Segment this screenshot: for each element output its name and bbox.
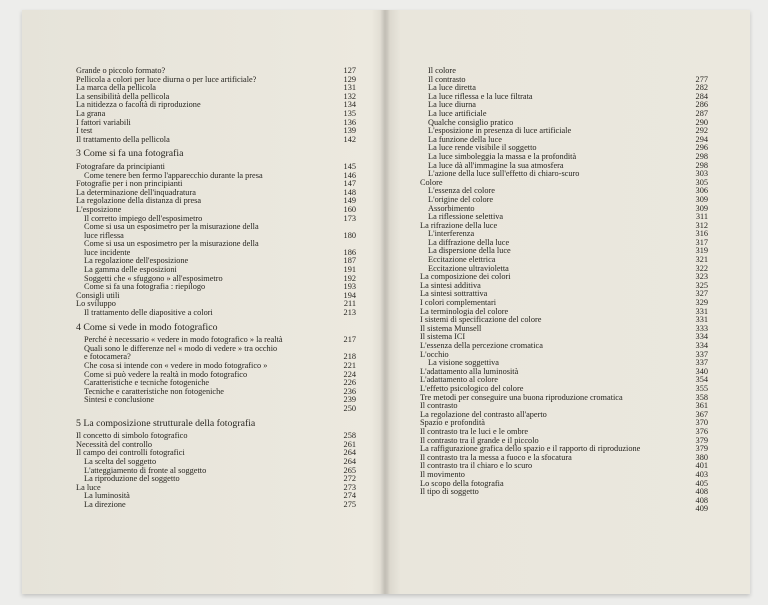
toc-entry-title: Eccitazione ultravioletta — [428, 263, 509, 273]
toc-entry — [420, 488, 708, 497]
toc-entry-page-number: 136 — [343, 117, 356, 127]
toc-entry-page-number: 379 — [695, 444, 708, 454]
toc-entry-title: La riproduzione del soggetto — [84, 474, 180, 484]
toc-entry-title: Il campo dei controlli fotografici — [76, 448, 185, 458]
toc-entry-page-number: 192 — [343, 273, 356, 283]
toc-entry-title: La luce rende visibile il soggetto — [428, 143, 537, 153]
toc-entry-page-number: 379 — [695, 435, 708, 445]
toc-entry-page-number: 187 — [343, 256, 356, 266]
toc-entry-page-number: 331 — [695, 315, 708, 325]
toc-entry-page-number: 146 — [343, 170, 356, 180]
toc-entry-page-number: 298 — [695, 151, 708, 161]
toc-entry-title: La direzione — [84, 499, 126, 509]
toc-entry-page-number: 405 — [695, 478, 708, 488]
toc-entry-title: Il corretto impiego dell'esposimetro — [84, 213, 203, 223]
toc-entry-page-number: 296 — [695, 143, 708, 153]
toc-entry — [76, 136, 356, 145]
toc-entry-page-number: 311 — [695, 212, 708, 222]
toc-entry-page-number: 309 — [695, 203, 708, 213]
toc-entry-title: Pellicola a colori per luce diurna o per luce artificiale? — [76, 74, 257, 84]
toc-entry — [76, 396, 356, 405]
toc-entry-page-number: 403 — [695, 469, 708, 479]
toc-entry-title: Come si usa un esposimetro per la misurazione della — [84, 222, 259, 232]
toc-entry — [76, 119, 356, 128]
toc-entry-title: luce incidente — [84, 247, 131, 257]
toc-entry-title: La determinazione dell'inquadratura — [76, 187, 196, 197]
toc-entry-title: 5 La composizione strutturale della fotografia — [76, 417, 256, 429]
toc-entry-title: Eccitazione elettrica — [428, 255, 496, 265]
toc-entry-page-number: 284 — [695, 91, 708, 101]
toc-entry — [76, 405, 356, 414]
toc-entry-title: I fattori variabili — [76, 117, 131, 127]
right-table-of-contents — [388, 67, 750, 514]
toc-entry-page-number: 149 — [343, 196, 356, 206]
toc-entry-page-number: 319 — [695, 246, 708, 256]
toc-entry-title: La raffigurazione grafica dello spazio e il rapporto di riproduzione — [420, 444, 641, 454]
toc-entry-title: L'adattamento alla luminosità — [420, 366, 519, 376]
toc-entry-title: Il sistema ICI — [420, 332, 466, 342]
toc-entry-page-number: 211 — [343, 299, 356, 309]
toc-entry-title: La luminosità — [84, 491, 130, 501]
toc-entry-title: Caratteristiche e tecniche fotogeniche — [84, 378, 210, 388]
toc-entry-page-number: 272 — [343, 474, 356, 484]
toc-entry-title: Il movimento — [420, 469, 465, 479]
toc-entry-title: La scelta del soggetto — [84, 456, 157, 466]
toc-entry-page-number: 180 — [343, 230, 356, 240]
toc-entry-title: Il contrasto tra il chiaro e lo scuro — [420, 461, 533, 471]
toc-entry-title: Il trattamento della pellicola — [76, 134, 170, 144]
toc-entry — [420, 170, 708, 179]
toc-entry-page-number: 131 — [343, 83, 356, 93]
toc-entry-title: Lo sviluppo — [76, 299, 116, 309]
toc-entry-page-number: 409 — [695, 504, 708, 514]
toc-entry-title: Il contrasto tra il grande e il piccolo — [420, 435, 539, 445]
toc-entry-title: La luce diurna — [428, 100, 476, 110]
toc-entry — [76, 475, 356, 484]
toc-entry-title: La terminologia del colore — [420, 306, 509, 316]
toc-entry-page-number: 290 — [695, 117, 708, 127]
toc-entry-page-number: 258 — [343, 431, 356, 441]
toc-entry-title: Il tipo di soggetto — [420, 487, 479, 497]
toc-entry — [76, 309, 356, 318]
toc-entry-title: La luce diretta — [428, 83, 476, 93]
toc-entry-title: Tecniche e caratteristiche non fotogeniche — [84, 386, 224, 396]
toc-entry-title: L'essenza della percezione cromatica — [420, 341, 543, 350]
toc-entry-title: Il contrasto — [420, 401, 458, 411]
toc-entry-page-number: 401 — [695, 461, 708, 471]
toc-entry-page-number: 305 — [695, 177, 708, 187]
toc-entry-title: Lo scopo della fotografia — [420, 478, 504, 488]
toc-entry-page-number: 273 — [343, 482, 356, 492]
toc-entry-title: La sensibilità della pellicola — [76, 91, 170, 101]
toc-entry-title: La rifrazione della luce — [420, 220, 498, 230]
toc-entry-title: La gamma delle esposizioni — [84, 265, 177, 275]
toc-entry-page-number: 331 — [695, 306, 708, 316]
toc-entry-page-number: 298 — [695, 160, 708, 170]
toc-entry-page-number: 323 — [695, 272, 708, 282]
toc-entry-page-number: 340 — [695, 366, 708, 376]
toc-entry-title: Il contrasto tra la messa a fuoco e la sfocatura — [420, 452, 572, 462]
toc-entry-title: Il contrasto tra le luci e le ombre — [420, 426, 529, 436]
toc-entry-title: La regolazione del contrasto all'aperto — [420, 409, 547, 419]
toc-entry-page-number: 236 — [343, 386, 356, 396]
toc-entry-title: La dispersione della luce — [428, 246, 511, 256]
toc-entry-title: La grana — [76, 108, 106, 118]
toc-entry-title: L'occhio — [420, 349, 449, 359]
toc-entry-title: Spazio e profondità — [420, 418, 485, 428]
toc-entry-title: Il colore — [428, 66, 456, 75]
toc-entry-page-number: 354 — [695, 375, 708, 385]
toc-entry-page-number: 322 — [695, 263, 708, 273]
toc-entry-page-number: 213 — [343, 308, 356, 318]
toc-entry-page-number: 239 — [343, 395, 356, 405]
toc-entry-title: Il sistema Munsell — [420, 323, 482, 333]
toc-entry-title: La diffrazione della luce — [428, 237, 510, 247]
toc-entry-title: Qualche consiglio pratico — [428, 117, 514, 127]
toc-entry-title: Come tenere ben fermo l'apparecchio durante la presa — [84, 170, 263, 180]
toc-entry-page-number: 194 — [343, 290, 356, 300]
toc-entry-title: La luce — [76, 482, 101, 492]
toc-entry-title: I test — [76, 126, 93, 136]
toc-entry-page-number: 221 — [343, 361, 356, 370]
toc-entry — [420, 497, 708, 506]
toc-entry-page-number: 145 — [343, 161, 356, 171]
toc-entry-page-number: 333 — [695, 323, 708, 333]
toc-entry-title: La luce dà all'immagine la sua atmosfera — [428, 160, 564, 170]
toc-entry-page-number: 287 — [695, 108, 708, 118]
toc-entry-page-number: 309 — [695, 194, 708, 204]
toc-entry-page-number: 142 — [343, 134, 356, 144]
toc-entry-title: Fotografare da principianti — [76, 161, 165, 171]
left-page — [22, 10, 382, 594]
toc-entry-title: 3 Come si fa una fotografia — [76, 148, 184, 160]
toc-entry-title: La composizione dei colori — [420, 272, 511, 282]
toc-entry-page-number: 334 — [695, 341, 708, 350]
toc-entry-page-number: 224 — [343, 369, 356, 379]
toc-entry-page-number: 361 — [695, 401, 708, 411]
toc-entry — [420, 342, 708, 351]
toc-entry-page-number: 334 — [695, 332, 708, 342]
toc-entry-title: Colore — [420, 177, 443, 187]
toc-entry — [420, 505, 708, 514]
toc-entry-title: L'atteggiamento di fronte al soggetto — [84, 465, 207, 475]
toc-entry-title: I sistemi di specificazione del colore — [420, 315, 542, 325]
toc-entry — [76, 501, 356, 510]
toc-entry-page-number: 292 — [695, 126, 708, 136]
toc-entry-title: L'esposizione in presenza di luce artificiale — [428, 126, 572, 136]
toc-entry-page-number: 217 — [343, 335, 356, 345]
toc-entry-page-number: 312 — [695, 220, 708, 230]
toc-entry-page-number: 370 — [695, 418, 708, 428]
toc-entry-page-number: 160 — [343, 204, 356, 214]
toc-chapter-heading — [76, 321, 356, 333]
toc-entry-title: La visione soggettiva — [428, 358, 499, 368]
toc-entry-page-number: 218 — [343, 352, 356, 362]
toc-entry-title: Il contrasto — [428, 74, 466, 84]
toc-entry-page-number: 337 — [695, 358, 708, 368]
toc-entry-title: La luce artificiale — [428, 108, 487, 118]
toc-entry-title: Necessità del controllo — [76, 439, 153, 449]
toc-entry-page-number: 327 — [695, 289, 708, 299]
toc-entry — [76, 101, 356, 110]
toc-entry-page-number: 408 — [695, 487, 708, 497]
toc-entry-page-number: 129 — [343, 74, 356, 84]
toc-entry-title: La regolazione dell'esposizione — [84, 256, 189, 266]
toc-entry-title: L'effetto psicologico del colore — [420, 383, 524, 393]
toc-entry-title: e fotocamera? — [84, 352, 131, 362]
toc-entry-page-number: 173 — [343, 213, 356, 223]
toc-entry-page-number: 186 — [343, 247, 356, 257]
toc-entry-title: Il trattamento delle diapositive a colori — [84, 308, 213, 318]
toc-entry-title: La luce riflessa e la luce filtrata — [428, 91, 533, 101]
toc-entry-title: L'interferenza — [428, 229, 475, 239]
toc-entry-page-number: 191 — [343, 265, 356, 275]
right-page — [388, 10, 750, 594]
toc-entry-page-number: 306 — [695, 186, 708, 196]
toc-entry-title: I colori complementari — [420, 298, 497, 308]
open-book — [22, 10, 750, 594]
toc-entry-page-number: 325 — [695, 280, 708, 290]
toc-entry-page-number: 134 — [343, 100, 356, 110]
toc-entry-page-number: 147 — [343, 179, 356, 189]
toc-entry — [420, 394, 708, 403]
toc-entry-page-number: 358 — [695, 392, 708, 402]
toc-entry-title: Come si usa un esposimetro per la misurazione della — [84, 239, 259, 249]
toc-entry-title: 4 Come si vede in modo fotografico — [76, 321, 218, 333]
toc-entry-title: L'origine del colore — [428, 194, 494, 204]
toc-entry-page-number: 277 — [695, 74, 708, 84]
toc-entry-title: L'essenza del colore — [428, 186, 495, 196]
toc-entry-title: La nitidezza o facoltà di riproduzione — [76, 100, 201, 110]
toc-entry-page-number: 380 — [695, 452, 708, 462]
toc-entry-title: Consigli utili — [76, 290, 120, 300]
toc-entry-title: Il concetto di simbolo fotografico — [76, 431, 188, 441]
toc-entry-page-number: 329 — [695, 298, 708, 308]
toc-entry-title: Grande o piccolo formato? — [76, 66, 166, 75]
toc-entry-title: Come si fa una fotografia : riepilogo — [84, 282, 206, 292]
toc-entry-title: Tre metodi per conseguire una buona riproduzione cromatica — [420, 392, 623, 402]
toc-entry-title: La luce simboleggia la massa e la profondità — [428, 151, 577, 161]
toc-entry-page-number: 226 — [343, 378, 356, 388]
toc-entry — [76, 292, 356, 301]
toc-chapter-heading — [76, 417, 356, 429]
toc-entry-title: La funzione della luce — [428, 134, 502, 144]
toc-entry-title: Sintesi e conclusione — [84, 395, 155, 405]
toc-entry-page-number: 367 — [695, 409, 708, 419]
toc-chapter-heading — [76, 150, 356, 159]
toc-entry-page-number: 264 — [343, 448, 356, 458]
toc-entry-title: Perché è necessario « vedere in modo fotografico » la realtà — [84, 335, 283, 345]
toc-entry-title: Assorbimento — [428, 203, 475, 213]
toc-entry-page-number: 282 — [695, 83, 708, 93]
toc-entry-page-number: 261 — [343, 439, 356, 449]
toc-entry-title: L'esposizione — [76, 204, 122, 214]
toc-entry-page-number: 132 — [343, 91, 356, 101]
toc-entry-title: luce riflessa — [84, 230, 124, 240]
toc-entry-page-number: 250 — [343, 403, 356, 413]
toc-entry-title: La marca della pellicola — [76, 83, 156, 93]
toc-entry-page-number: 275 — [343, 499, 356, 509]
toc-entry-page-number: 355 — [695, 383, 708, 393]
toc-entry-title: Che cosa si intende con « vedere in modo fotografico » — [84, 361, 268, 370]
toc-entry-title: La regolazione della distanza di presa — [76, 196, 202, 206]
toc-entry-page-number: 321 — [695, 255, 708, 265]
toc-entry-title: L'adattamento al colore — [420, 375, 498, 385]
toc-entry-title: L'azione della luce sull'effetto di chiaro-scuro — [428, 169, 580, 179]
toc-entry-page-number: 317 — [695, 237, 708, 247]
toc-entry-page-number: 303 — [695, 169, 708, 179]
toc-entry-page-number: 264 — [343, 456, 356, 466]
toc-entry-title: Soggetti che « sfuggono » all'esposimetro — [84, 273, 223, 283]
toc-entry-page-number: 139 — [343, 126, 356, 136]
left-table-of-contents — [22, 67, 382, 510]
toc-entry-page-number: 127 — [343, 66, 356, 75]
toc-entry-page-number: 294 — [695, 134, 708, 144]
toc-entry-page-number: 193 — [343, 282, 356, 292]
toc-entry-page-number: 286 — [695, 100, 708, 110]
toc-entry-page-number: 135 — [343, 108, 356, 118]
toc-entry-title: La riflessione selettiva — [428, 212, 504, 222]
toc-entry-page-number: 337 — [695, 349, 708, 359]
toc-entry-title: La sintesi sottrattiva — [420, 289, 488, 299]
toc-entry-title: Fotografie per i non principianti — [76, 179, 183, 189]
toc-entry-page-number: 376 — [695, 426, 708, 436]
toc-entry-page-number: 316 — [695, 229, 708, 239]
toc-entry-title: La sintesi additiva — [420, 280, 481, 290]
toc-entry-page-number: 274 — [343, 491, 356, 501]
toc-entry-title: Come si può vedere la realtà in modo fotografico — [84, 369, 248, 379]
toc-entry-title: Quali sono le differenze nel « modo di vedere » tra occhio — [84, 343, 278, 353]
toc-entry-page-number: 408 — [695, 495, 708, 505]
toc-entry-page-number: 148 — [343, 187, 356, 197]
toc-entry-page-number: 265 — [343, 465, 356, 475]
